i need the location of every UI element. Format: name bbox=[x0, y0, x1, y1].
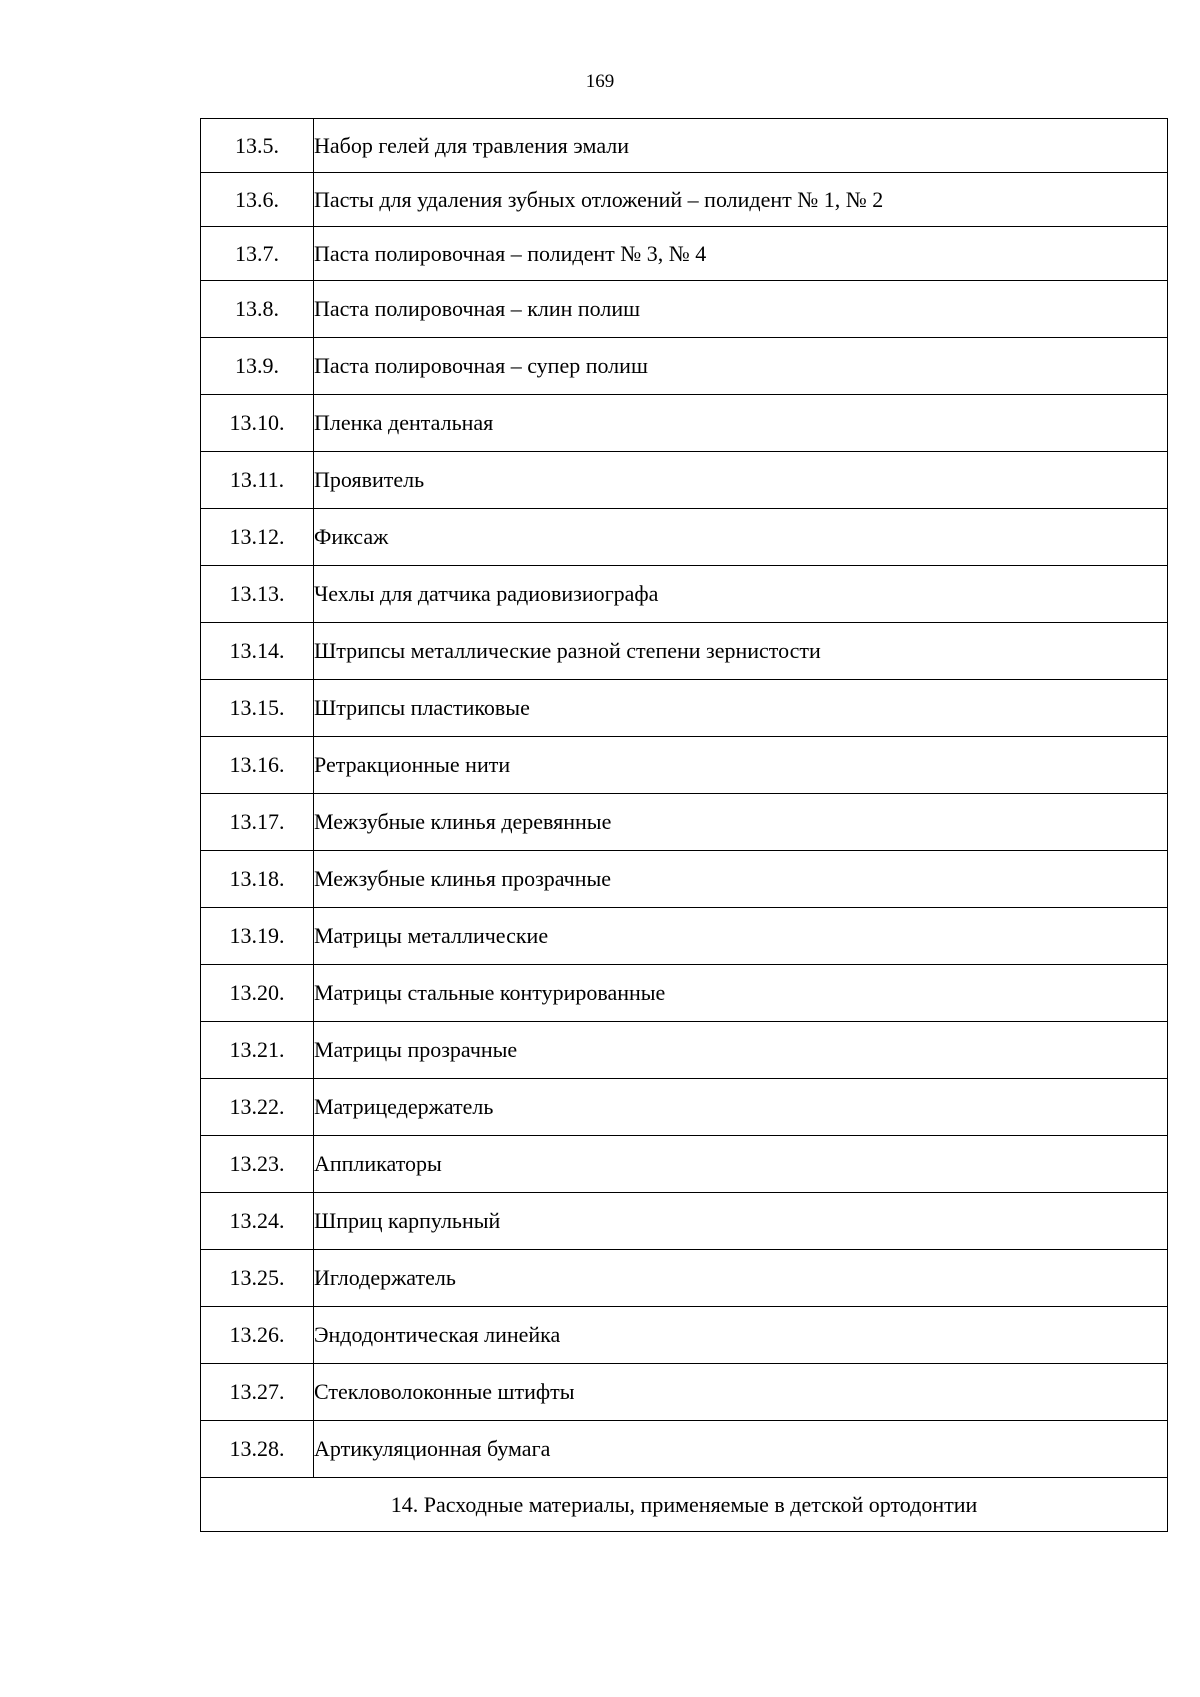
row-number: 13.22. bbox=[201, 1079, 314, 1136]
row-item-name: Эндодонтическая линейка bbox=[314, 1307, 1168, 1364]
row-number: 13.13. bbox=[201, 566, 314, 623]
row-item-name: Пленка дентальная bbox=[314, 395, 1168, 452]
row-number: 13.20. bbox=[201, 965, 314, 1022]
table-row bbox=[201, 281, 1168, 338]
table-row bbox=[201, 794, 1168, 851]
row-item-name: Пасты для удаления зубных отложений – полидент № 1, № 2 bbox=[314, 173, 1168, 227]
row-number: 13.15. bbox=[201, 680, 314, 737]
table-row bbox=[201, 1022, 1168, 1079]
row-number: 13.19. bbox=[201, 908, 314, 965]
row-number: 13.17. bbox=[201, 794, 314, 851]
table-row bbox=[201, 908, 1168, 965]
row-number: 13.14. bbox=[201, 623, 314, 680]
table-row bbox=[201, 680, 1168, 737]
row-item-name: Матрицы прозрачные bbox=[314, 1022, 1168, 1079]
table-row bbox=[201, 509, 1168, 566]
row-number: 13.26. bbox=[201, 1307, 314, 1364]
row-item-name: Фиксаж bbox=[314, 509, 1168, 566]
row-item-name: Чехлы для датчика радиовизиографа bbox=[314, 566, 1168, 623]
materials-table-body bbox=[201, 119, 1168, 1532]
row-number: 13.5. bbox=[201, 119, 314, 173]
row-item-name: Паста полировочная – супер полиш bbox=[314, 338, 1168, 395]
row-number: 13.27. bbox=[201, 1364, 314, 1421]
table-row bbox=[201, 1421, 1168, 1478]
table-row bbox=[201, 1193, 1168, 1250]
row-number: 13.28. bbox=[201, 1421, 314, 1478]
table-row bbox=[201, 851, 1168, 908]
table-row bbox=[201, 338, 1168, 395]
table-row bbox=[201, 965, 1168, 1022]
row-item-name: Ретракционные нити bbox=[314, 737, 1168, 794]
row-item-name: Стекловолоконные штифты bbox=[314, 1364, 1168, 1421]
table-row bbox=[201, 173, 1168, 227]
section-heading: 14. Расходные материалы, применяемые в детской ортодонтии bbox=[201, 1478, 1168, 1532]
table-row bbox=[201, 566, 1168, 623]
table-row bbox=[201, 119, 1168, 173]
materials-table bbox=[200, 118, 1168, 1532]
row-number: 13.8. bbox=[201, 281, 314, 338]
row-number: 13.10. bbox=[201, 395, 314, 452]
page-number: 169 bbox=[585, 71, 615, 92]
table-row bbox=[201, 1307, 1168, 1364]
row-item-name: Штрипсы металлические разной степени зернистости bbox=[314, 623, 1168, 680]
table-row bbox=[201, 452, 1168, 509]
row-number: 13.24. bbox=[201, 1193, 314, 1250]
row-item-name: Межзубные клинья прозрачные bbox=[314, 851, 1168, 908]
table-row bbox=[201, 1079, 1168, 1136]
row-item-name: Штрипсы пластиковые bbox=[314, 680, 1168, 737]
row-item-name: Артикуляционная бумага bbox=[314, 1421, 1168, 1478]
row-number: 13.12. bbox=[201, 509, 314, 566]
row-item-name: Аппликаторы bbox=[314, 1136, 1168, 1193]
row-number: 13.7. bbox=[201, 227, 314, 281]
row-item-name: Иглодержатель bbox=[314, 1250, 1168, 1307]
row-number: 13.25. bbox=[201, 1250, 314, 1307]
row-item-name: Матрицы металлические bbox=[314, 908, 1168, 965]
table-row bbox=[201, 227, 1168, 281]
row-number: 13.21. bbox=[201, 1022, 314, 1079]
row-item-name: Паста полировочная – полидент № 3, № 4 bbox=[314, 227, 1168, 281]
row-item-name: Матрицы стальные контурированные bbox=[314, 965, 1168, 1022]
table-row bbox=[201, 1250, 1168, 1307]
row-number: 13.6. bbox=[201, 173, 314, 227]
row-item-name: Набор гелей для травления эмали bbox=[314, 119, 1168, 173]
row-item-name: Шприц карпульный bbox=[314, 1193, 1168, 1250]
row-number: 13.9. bbox=[201, 338, 314, 395]
row-item-name: Матрицедержатель bbox=[314, 1079, 1168, 1136]
table-row bbox=[201, 623, 1168, 680]
row-number: 13.23. bbox=[201, 1136, 314, 1193]
table-row bbox=[201, 1364, 1168, 1421]
section-heading-row bbox=[201, 1478, 1168, 1532]
table-row bbox=[201, 1136, 1168, 1193]
row-item-name: Проявитель bbox=[314, 452, 1168, 509]
row-number: 13.11. bbox=[201, 452, 314, 509]
table-row bbox=[201, 395, 1168, 452]
row-number: 13.16. bbox=[201, 737, 314, 794]
row-number: 13.18. bbox=[201, 851, 314, 908]
row-item-name: Межзубные клинья деревянные bbox=[314, 794, 1168, 851]
table-row bbox=[201, 737, 1168, 794]
row-item-name: Паста полировочная – клин полиш bbox=[314, 281, 1168, 338]
